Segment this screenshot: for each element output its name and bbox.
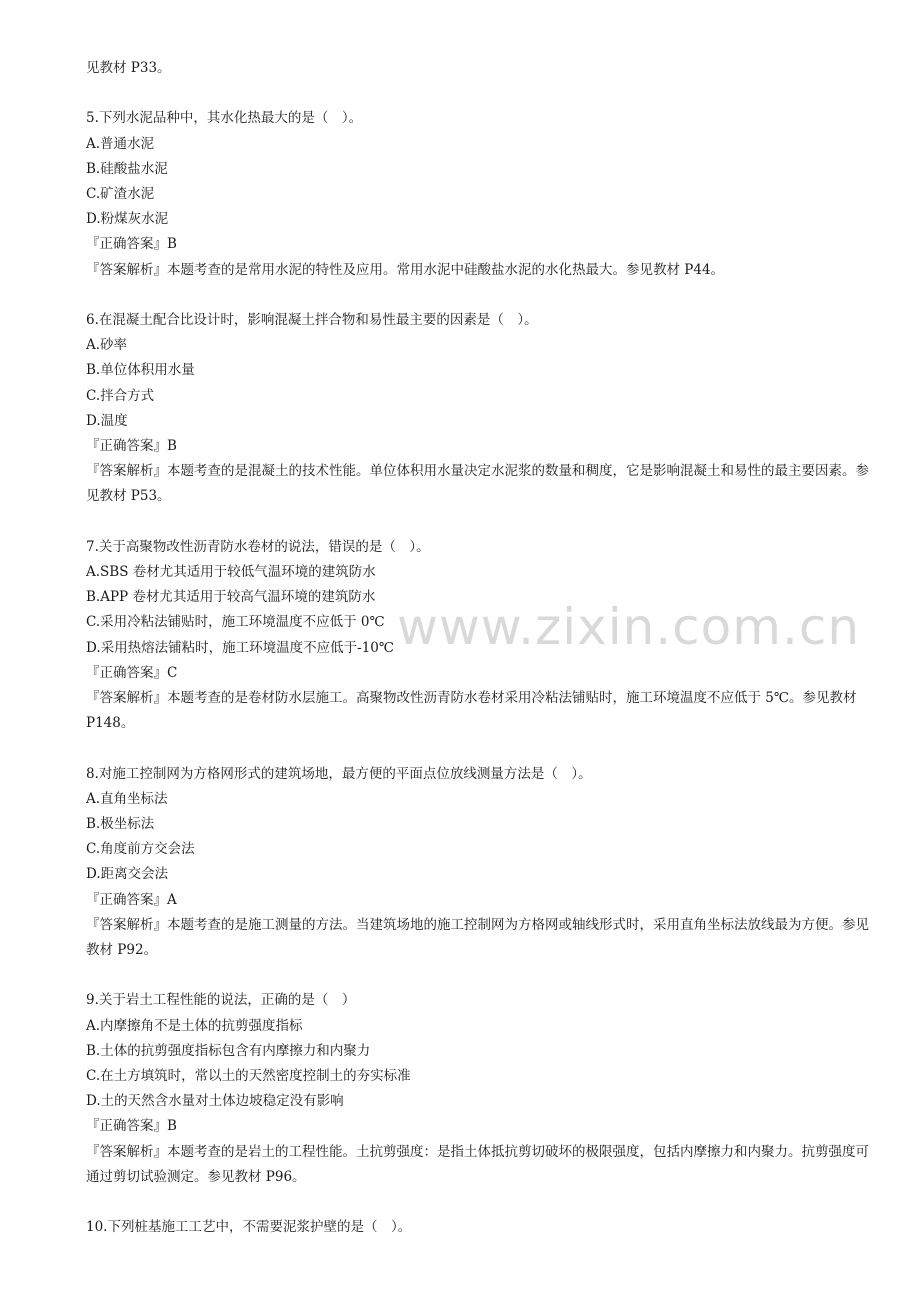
option-d: D.土的天然含水量对土体边坡稳定没有影响 [86,1093,344,1110]
question-stem: 7.关于高聚物改性沥青防水卷材的说法，错误的是（ ）。 [86,538,430,555]
question-block [86,308,876,510]
question-block [86,535,876,737]
correct-answer: 『正确答案』A [86,891,177,908]
correct-answer: 『正确答案』C [86,664,178,681]
option-b: B.单位体积用水量 [86,362,195,379]
option-d: D.温度 [86,412,128,429]
option-a: A.砂率 [86,337,128,354]
question-stem: 9.关于岩土工程性能的说法，正确的是（ ） [86,992,356,1009]
intro-text: 见教材 P33。 [86,60,171,76]
option-b: B.APP 卷材尤其适用于较高气温环境的建筑防水 [86,589,376,606]
option-c: C.角度前方交会法 [86,841,195,858]
option-b: B.极坐标法 [86,816,155,833]
answer-analysis: 『答案解析』本题考查的是常用水泥的特性及应用。常用水泥中硅酸盐水泥的水化热最大。参见教材 P44。 [86,261,725,278]
question-block [86,988,876,1190]
answer-analysis: 『答案解析』本题考查的是混凝土的技术性能。单位体积用水量决定水泥浆的数量和稠度，它是影响混凝土和易性的最主要因素。参见教材 P53。 [86,463,869,505]
option-c: C.在土方填筑时，常以土的天然密度控制土的夯实标准 [86,1068,411,1085]
option-d: D.距离交会法 [86,866,169,883]
question-block [86,762,876,964]
question-stem: 6.在混凝土配合比设计时，影响混凝土拌合物和易性最主要的因素是（ ）。 [86,312,538,328]
option-d: D.粉煤灰水泥 [86,211,169,228]
correct-answer: 『正确答案』B [86,438,177,455]
option-a: A.内摩擦角不是土体的抗剪强度指标 [86,1017,303,1034]
option-d: D.采用热熔法铺粘时，施工环境温度不应低于-10℃ [86,639,394,656]
option-a: A.直角坐标法 [86,790,168,807]
watermark-text: www.zixin.com.cn [397,598,861,656]
answer-analysis: 『答案解析』本题考查的是施工测量的方法。当建筑场地的施工控制网为方格网或轴线形式时，采用直角坐标法放线最为方便。参见教材 P92。 [86,916,869,959]
option-c: C.拌合方式 [86,387,155,404]
correct-answer: 『正确答案』B [86,236,177,253]
question-stem: 10.下列桩基施工工艺中，不需要泥浆护壁的是（ ）。 [86,1219,412,1236]
correct-answer: 『正确答案』B [86,1118,177,1135]
answer-analysis: 『答案解析』本题考查的是卷材防水层施工。高聚物改性沥青防水卷材采用冷粘法铺贴时，施工环境温度不应低于 5℃。参见教材 P148。 [86,690,857,732]
question-stem: 8.对施工控制网为方格网形式的建筑场地，最方便的平面点位放线测量方法是（ ）。 [86,765,592,782]
option-b: B.土体的抗剪强度指标包含有内摩擦力和内聚力 [86,1042,371,1059]
option-b: B.硅酸盐水泥 [86,160,168,177]
option-a: A.普通水泥 [86,135,155,152]
option-c: C.矿渣水泥 [86,186,155,202]
question-block [86,106,876,282]
option-c: C.采用冷粘法铺贴时，施工环境温度不应低于 0℃ [86,614,385,631]
document-page [86,56,876,1240]
answer-analysis: 『答案解析』本题考查的是岩土的工程性能。土抗剪强度：是指土体抵抗剪切破坏的极限强度，包括内摩擦力和内聚力。抗剪强度可通过剪切试验测定。参见教材 P96。 [86,1143,869,1185]
option-a: A.SBS 卷材尤其适用于较低气温环境的建筑防水 [86,564,376,581]
question-stem: 5.下列水泥品种中，其水化热最大的是（ ）。 [86,110,363,127]
